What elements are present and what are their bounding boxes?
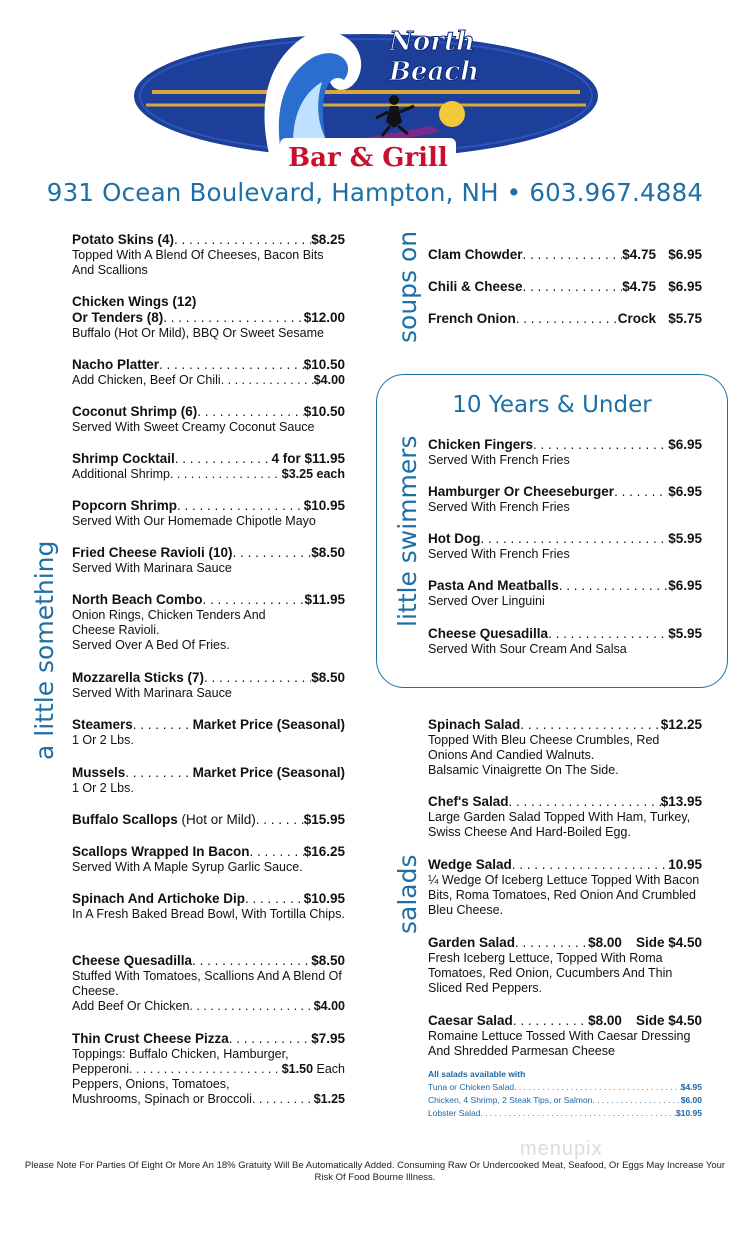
footer-note: Please Note For Parties Of Eight Or More An 18% Gratuity Will Be Automatically Added. Consuming Raw Or Undercooked Meat, Seafood, Or Eggs May Increase Your Risk Of Food Bourne Illness. bbox=[24, 1160, 726, 1183]
section-label-a-little-something: a little something bbox=[30, 540, 59, 760]
menu-item: Popcorn Shrimp . . . $10.95 Served With Our Homemade Chipotle Mayo bbox=[72, 498, 345, 529]
menu-item: Buffalo Scallops (Hot or Mild) . . . $15.95 bbox=[72, 812, 345, 828]
menu-item: Fried Cheese Ravioli (10) . . . $8.50 Served With Marinara Sauce bbox=[72, 545, 345, 576]
north-beach-logo bbox=[132, 8, 600, 178]
salad-item: Garden Salad . . . $8.00 Side $4.50 Fresh Iceberg Lettuce, Topped With Roma Tomatoes, Red Onion, Cucumbers And Thin Sliced Red Peppers. bbox=[428, 935, 702, 996]
kids-item: Hamburger Or Cheeseburger . . . $6.95 Served With French Fries bbox=[428, 484, 702, 515]
salad-item: Caesar Salad . . . $8.00 Side $4.50 Romaine Lettuce Tossed With Caesar Dressing And Shredded Parmesan Cheese bbox=[428, 1013, 702, 1059]
watermark: menupix bbox=[520, 1138, 603, 1160]
address-line: 931 Ocean Boulevard, Hampton, NH • 603.967.4884 bbox=[46, 178, 704, 207]
kids-item: Pasta And Meatballs . . . $6.95 Served Over Linguini bbox=[428, 578, 702, 609]
menu-item: Chicken Wings (12) Or Tenders (8) . . . $12.00 Buffalo (Hot Or Mild), BBQ Or Sweet Sesame bbox=[72, 294, 345, 341]
soup-item: French Onion . . . Crock $5.75 bbox=[428, 311, 702, 327]
salad-item: Chef's Salad . . . $13.95 Large Garden Salad Topped With Ham, Turkey, Swiss Cheese And Hard-Boiled Egg. bbox=[428, 794, 702, 840]
menu-item: Cheese Quesadilla . . . $8.50 Stuffed With Tomatoes, Scallions And A Blend Of Cheese. Add Beef Or Chicken . . . $4.00 bbox=[72, 953, 345, 1014]
menu-item: Scallops Wrapped In Bacon . . . $16.25 Served With A Maple Syrup Garlic Sauce. bbox=[72, 844, 345, 875]
soup-item: Chili & Cheese . . . $4.75 $6.95 bbox=[428, 279, 702, 295]
salad-item: Spinach Salad . . . $12.25 Topped With Bleu Cheese Crumbles, Red Onions And Candied Walnuts. Balsamic Vinaigrette On The Side. bbox=[428, 717, 702, 778]
kids-item: Cheese Quesadilla . . . $5.95 Served With Sour Cream And Salsa bbox=[428, 626, 702, 657]
logo-bar-and-grill: Bar & Grill bbox=[288, 143, 448, 173]
menu-item: Nacho Platter . . . $10.50 Add Chicken, Beef Or Chili . . . $4.00 bbox=[72, 357, 345, 388]
salad-addons: All salads available with Tuna or Chicken Salad . . . $4.95 Chicken, 4 Shrimp, 2 Steak Tips, or Salmon . . . $6.00 Lobster Salad . . . $10.95 bbox=[428, 1068, 702, 1120]
menu-item: Potato Skins (4) . . . $8.25 Topped With A Blend Of Cheeses, Bacon Bits And Scallions bbox=[72, 232, 345, 278]
logo-word-north: North bbox=[389, 27, 475, 57]
menu-item: Coconut Shrimp (6) . . . $10.50 Served With Sweet Creamy Coconut Sauce bbox=[72, 404, 345, 435]
menu-item: Spinach And Artichoke Dip . . . $10.95 In A Fresh Baked Bread Bowl, With Tortilla Chips. bbox=[72, 891, 345, 922]
section-label-salads: salads bbox=[393, 854, 422, 934]
section-label-soups-on: soups on bbox=[393, 230, 422, 343]
menu-item: Steamers . . . Market Price (Seasonal) 1 Or 2 Lbs. bbox=[72, 717, 345, 748]
menu-item: North Beach Combo . . . $11.95 Onion Rings, Chicken Tenders And Cheese Ravioli. Served Over A Bed Of Fries. bbox=[72, 592, 345, 653]
section-label-little-swimmers: little swimmers bbox=[393, 435, 422, 627]
kids-menu-heading: 10 Years & Under bbox=[452, 392, 652, 418]
menu-item: Mussels . . . Market Price (Seasonal) 1 Or 2 Lbs. bbox=[72, 765, 345, 796]
kids-item: Hot Dog . . . $5.95 Served With French Fries bbox=[428, 531, 702, 562]
logo-word-beach: Beach bbox=[388, 57, 480, 87]
kids-item: Chicken Fingers . . . $6.95 Served With French Fries bbox=[428, 437, 702, 468]
menu-item: Thin Crust Cheese Pizza . . . $7.95 Toppings: Buffalo Chicken, Hamburger, Pepperoni . . . $1.50 Each Peppers, Onions, Tomatoes, Mushrooms, Spinach or Broccoli . . . $1.25 bbox=[72, 1031, 345, 1107]
menu-item: Mozzarella Sticks (7) . . . $8.50 Served With Marinara Sauce bbox=[72, 670, 345, 701]
salad-item: Wedge Salad . . . 10.95 ¼ Wedge Of Iceberg Lettuce Topped With Bacon Bits, Roma Tomatoes, Red Onion And Crumbled Bleu Cheese. bbox=[428, 857, 702, 918]
menu-item: Shrimp Cocktail . . . 4 for $11.95 Additional Shrimp . . . $3.25 each bbox=[72, 451, 345, 482]
soup-item: Clam Chowder . . . $4.75 $6.95 bbox=[428, 247, 702, 263]
